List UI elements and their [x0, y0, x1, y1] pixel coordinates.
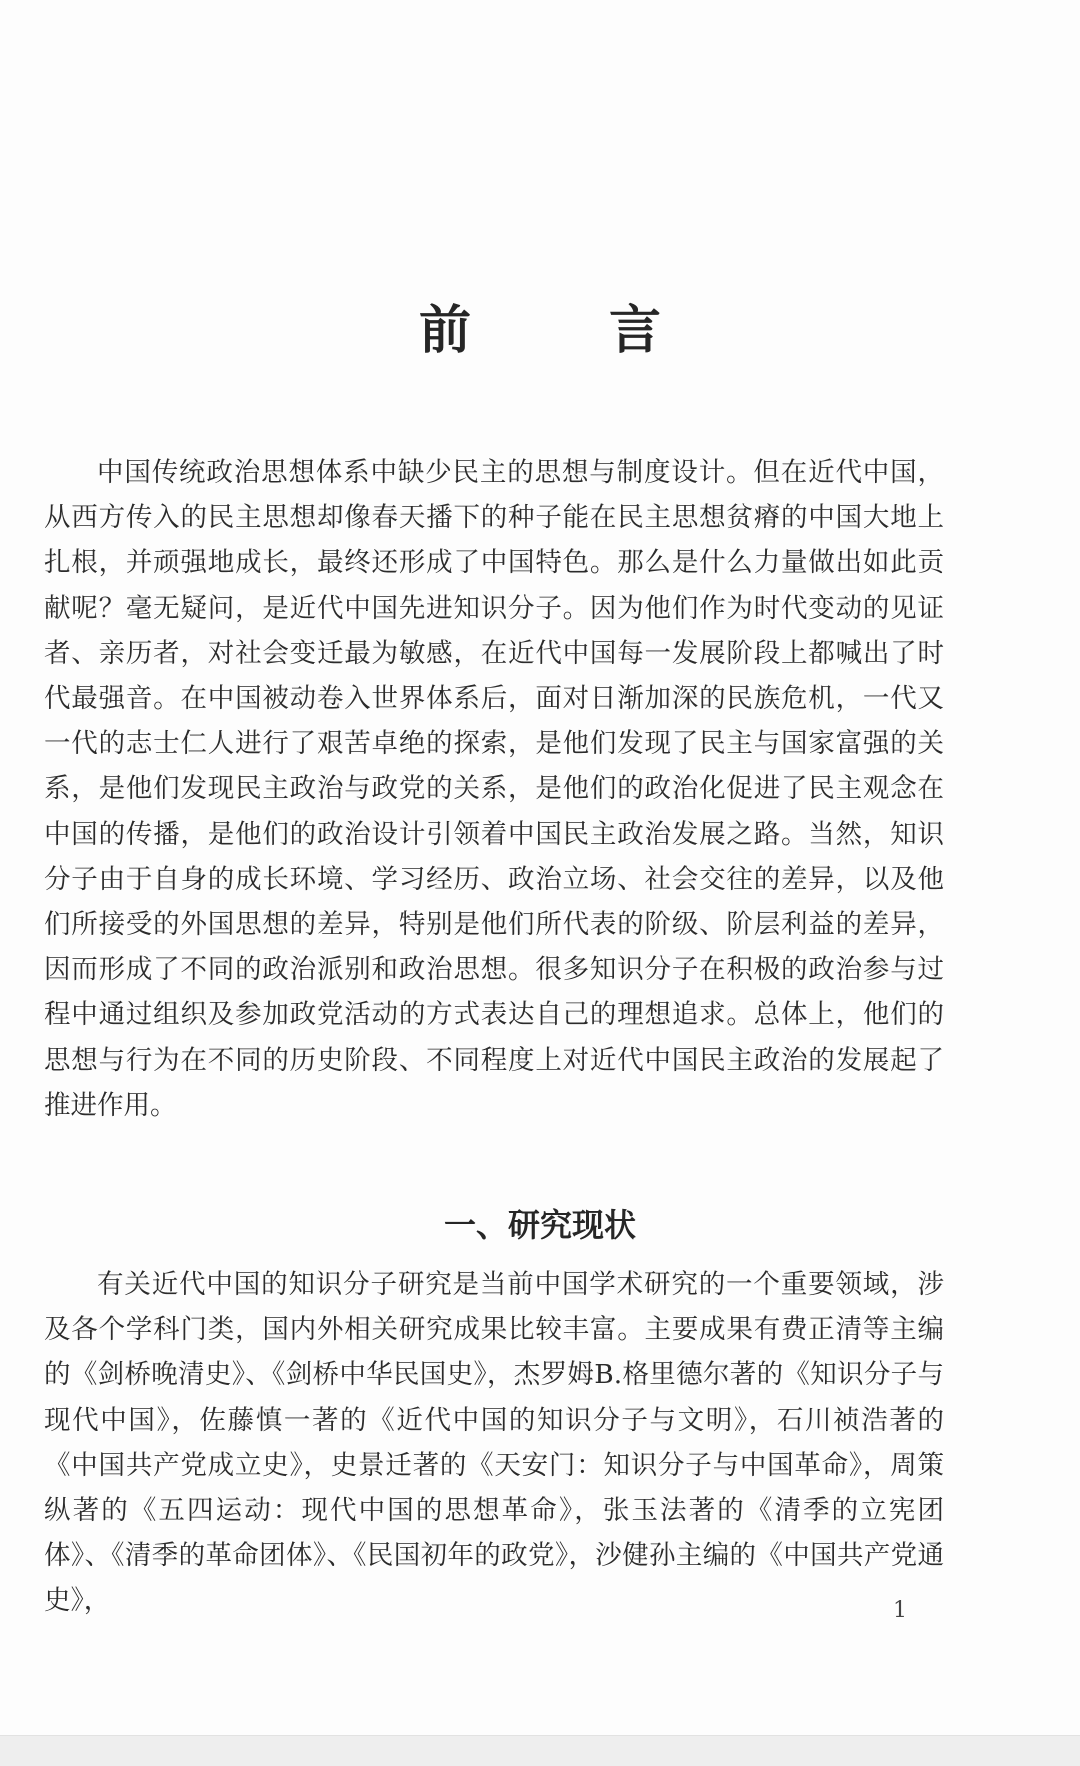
- preface-paragraph: 中国传统政治思想体系中缺少民主的思想与制度设计。但在近代中国，从西方传入的民主思想却像春天播下的种子能在民主思想贫瘠的中国大地上扎根，并顽强地成长，最终还形成了中国特色。那么是什么力量做出如此贡献呢？毫无疑问，是近代中国先进知识分子。因为他们作为时代变动的见证者、亲历者，对社会变迁最为敏感，在近代中国每一发展阶段上都喊出了时代最强音。在中国被动卷入世界体系后，面对日渐加深的民族危机，一代又一代的志士仁人进行了艰苦卓绝的探索，是他们发现了民主与国家富强的关系，是他们发现民主政治与政党的关系，是他们的政治化促进了民主观念在中国的传播，是他们的政治设计引领着中国民主政治发展之路。当然，知识分子由于自身的成长环境、学习经历、政治立场、社会交往的差异，以及他们所接受的外国思想的差异，特别是他们所代表的阶级、阶层利益的差异，因而形成了不同的政治派别和政治思想。很多知识分子在积极的政治参与过程中通过组织及参加政党活动的方式表达自己的理想追求。总体上，他们的思想与行为在不同的历史阶段、不同程度上对近代中国民主政治的发展起了推进作用。: [44, 457, 944, 1121]
- section-heading: 一、研究现状: [443, 1205, 636, 1244]
- page-number: 1: [893, 1598, 907, 1623]
- page-title: 前 言: [418, 299, 722, 361]
- bottom-strip: [0, 1735, 1080, 1766]
- research-status-paragraph: 有关近代中国的知识分子研究是当前中国学术研究的一个重要领域，涉及各个学科门类，国内外相关研究成果比较丰富。主要成果有费正清等主编的《剑桥晚清史》、《剑桥中华民国史》，杰罗姆B.格里德尔著的《知识分子与现代中国》，佐藤慎一著的《近代中国的知识分子与文明》，石川祯浩著的《中国共产党成立史》，史景迁著的《天安门：知识分子与中国革命》，周策纵著的《五四运动：现代中国的思想革命》，张玉法著的《清季的立宪团体》、《清季的革命团体》、《民国初年的政党》，沙健孙主编的《中国共产党通史》，: [44, 1269, 944, 1617]
